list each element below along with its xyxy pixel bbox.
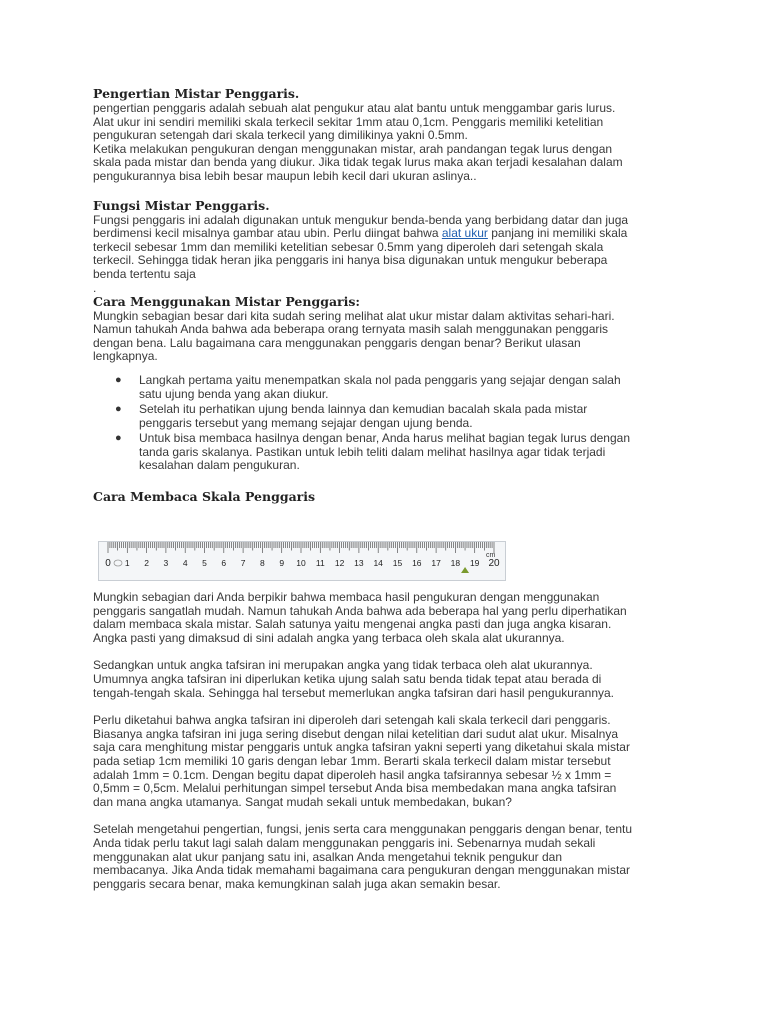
paragraph-fungsi (93, 214, 683, 282)
ruler-label: 3 (163, 558, 169, 569)
paragraph-pengertian-2: Ketika melakukan pengukuran dengan menggunakan mistar, arah pandangan tegak lurus dengan skala pada mistar dan benda yang diukur. Jika tidak tegak lurus maka akan terjadi kesalahan dalam pengukurannya bisa lebih besar maupun lebih kecil dari ukuran aslinya.. (93, 141, 623, 183)
ruler-image (98, 541, 506, 581)
ruler-label: 6 (221, 558, 227, 569)
bullet-icon: ● (115, 403, 122, 416)
ruler-label: 4 (182, 558, 188, 569)
heading-cara-membaca: Cara Membaca Skala Penggaris (93, 489, 316, 505)
ruler-label: 19 (469, 558, 480, 569)
ruler-label: 14 (373, 558, 383, 569)
paragraph-pengertian-1: pengertian penggaris adalah sebuah alat pengukur atau alat bantu untuk menggambar garis lurus. Alat ukur ini sendiri memiliki skala terkecil sekitar 1mm atau 0,1cm. Penggaris memiliki ketelitian pengukuran setengah dari skala terkecil yang dimilikinya yakni 0.5mm. (93, 101, 616, 143)
ruler-label: 18 (450, 558, 461, 569)
ruler-label: 16 (412, 558, 422, 569)
paragraph-cara-intro: Mungkin sebagian besar dari kita sudah sering melihat alat ukur mistar dalam aktivitas sehari-hari. Namun tahukah Anda bahwa ada beberapa orang ternyata masih salah menggunakan penggaris dengan bena. Lalu bagaimana cara menggunakan penggaris dengan benar? Berikut ulasan lengkapnya. (93, 308, 615, 364)
list-item (93, 403, 683, 430)
list-item (93, 374, 683, 401)
fungsi-text-part2: panjang ini memiliki skala terkecil sebesar 1mm dan memiliki ketelitian sebesar 0.5mm yang diperoleh dari setengah skala terkecil. Sehingga tidak heran jika penggaris ini hanya bisa digunakan untuk mengukur beberapa benda tertentu saja (93, 226, 628, 281)
ruler-label: 1 (124, 558, 130, 569)
list-item (93, 432, 683, 473)
heading-fungsi: Fungsi Mistar Penggaris. (93, 197, 270, 213)
ruler-label: 15 (392, 558, 403, 569)
list-item-text: Setelah itu perhatikan ujung benda lainnya dan kemudian bacalah skala pada mistar penggaris tersebut yang memang sejajar dengan ujung benda. (139, 402, 588, 430)
ruler-label: 9 (279, 558, 285, 569)
list-item-text: Langkah pertama yaitu menempatkan skala nol pada penggaris yang sejajar dengan salah satu ujung benda yang akan diukur. (139, 372, 621, 401)
ruler-label: 10 (296, 558, 306, 569)
heading-cara-menggunakan: Cara Menggunakan Mistar Penggaris: (93, 293, 361, 309)
ruler-svg (98, 541, 506, 581)
list-item-text: Untuk bisa membaca hasilnya dengan benar, Anda harus melihat bagian tegak lurus dengan tanda garis skalanya. Pastikan untuk lebih teliti dalam melihat hasilnya agar tidak terjadi kesalahan dalam pengukuran. (139, 431, 630, 473)
paragraph-membaca-1: Mungkin sebagian dari Anda berpikir bahwa membaca hasil pengukuran dengan menggunakan penggaris sangatlah mudah. Namun tahukah Anda bahwa ada beberapa hal yang perlu diperhatikan dalam membaca skala mistar. Salah satunya yaitu mengenai angka pasti dan juga angka kisaran. Angka pasti yang dimaksud di sini adalah angka yang terbaca oleh skala alat ukurannya. (93, 590, 627, 645)
bullet-icon: ● (115, 373, 122, 386)
ruler-label: 2 (144, 558, 149, 569)
steps-list (93, 374, 683, 473)
ruler-label: 5 (202, 558, 207, 569)
heading-pengertian: Pengertian Mistar Penggaris. (93, 86, 300, 101)
trailing-dot: . (93, 280, 97, 295)
ruler-label: 8 (260, 558, 265, 569)
ruler-label: 20 (488, 558, 500, 570)
ruler-label: 11 (315, 558, 325, 569)
ruler-label: 7 (240, 558, 246, 569)
ruler-label: 12 (334, 558, 345, 569)
ruler-label: 17 (431, 558, 441, 569)
paragraph-membaca-4: Setelah mengetahui pengertian, fungsi, jenis serta cara menggunakan penggaris dengan benar, tentu Anda tidak perlu takut lagi salah dalam menggunakan penggaris ini. Sebenarnya mudah sekali menggunakan alat ukur panjang satu ini, asalkan Anda mengetahui teknik pengukur dan membacanya. Jika Anda tidak memahami bagaimana cara pengukuran dengan menggunakan mistar penggaris secara benar, maka kemungkinan salah juga akan semakin besar. (93, 822, 633, 891)
ruler-unit: cm (486, 552, 496, 560)
ruler-label: 13 (354, 558, 364, 569)
paragraph-membaca-3: Perlu diketahui bahwa angka tafsiran ini diperoleh dari setengah kali skala terkecil dari penggaris. Biasanya angka tafsiran ini juga sering disebut dengan nilai ketelitian dari sudut alat ukur. Misalnya saja cara menghitung mistar penggaris untuk angka tafsiran yakni seperti yang diketahui skala mistar pada setiap 1cm memiliki 10 garis dengan lebar 1mm. Berarti skala terkecil dalam mistar tersebut adalah 1mm = 0.1cm. Dengan begitu dapat diperoleh hasil angka tafsirannya sebesar ½ x 1mm = 0,5mm = 0,5cm. Melalui perhitungan simpel tersebut Anda bisa membedakan mana angka tafsiran dan mana angka utamanya. Sangat mudah sekali untuk membedakan, bukan? (93, 713, 630, 809)
fungsi-text-part1: Fungsi penggaris ini adalah digunakan untuk mengukur benda-benda yang berbidang datar dan juga berdimensi kecil misalnya gambar atau ubin. Perlu diingat bahwa (93, 212, 629, 241)
paragraph-membaca-2: Sedangkan untuk angka tafsiran ini merupakan angka yang tidak terbaca oleh alat ukurannya. Umumnya angka tafsiran ini diperlukan ketika ujung salah satu benda tidak tepat atau berada di tengah-tengah skala. Sehingga hal tersebut memerlukan angka tafsiran dari hasil pengukurannya. (93, 658, 615, 700)
ruler-label: 0 (105, 558, 111, 570)
alat-ukur-link[interactable]: alat ukur (441, 226, 488, 241)
document-body (93, 86, 683, 891)
bullet-icon: ● (115, 432, 122, 445)
ruler-ticks (108, 542, 494, 553)
